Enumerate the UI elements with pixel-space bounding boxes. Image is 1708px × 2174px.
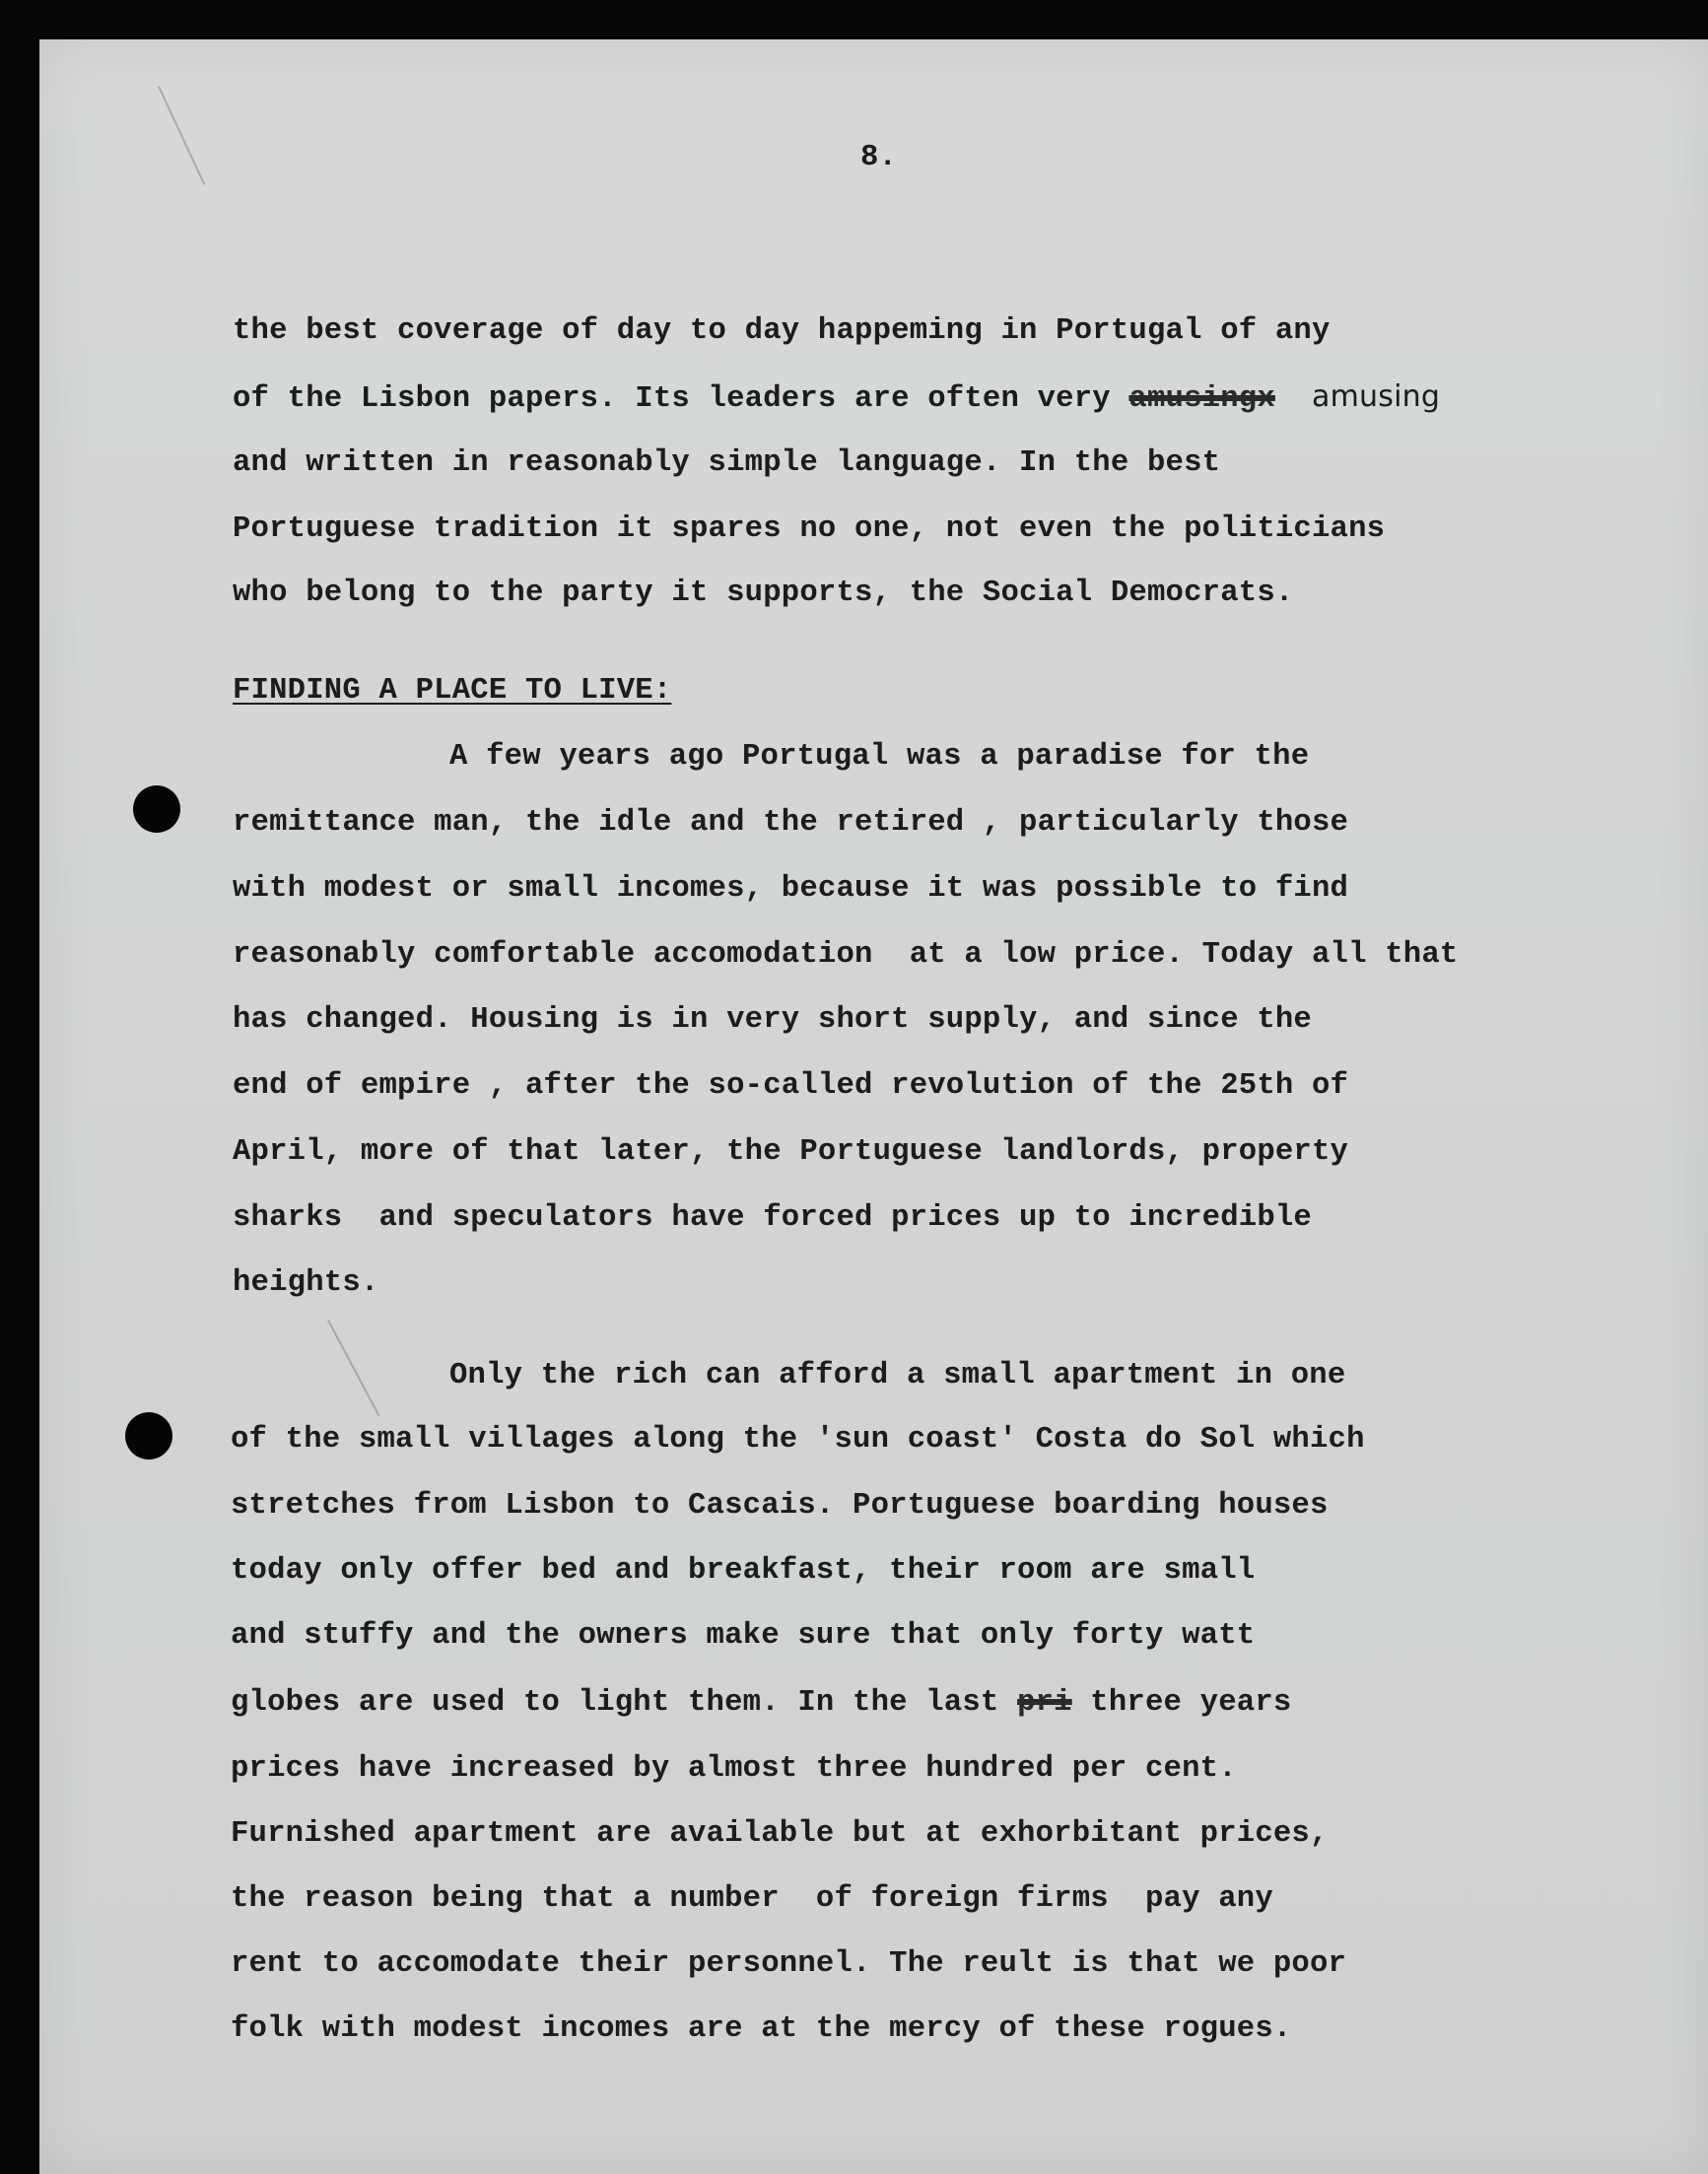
correction-spacer — [1275, 382, 1312, 416]
paragraph2-line-5: has changed. Housing is in very short supply, and since the — [233, 1003, 1312, 1037]
paragraph2-line-8: sharks and speculators have forced prices up to incredible — [233, 1201, 1312, 1235]
paragraph2-line-7: April, more of that later, the Portuguese landlords, property — [233, 1135, 1349, 1169]
paragraph2-line-4: reasonably comfortable accomodation at a low price. Today all that — [233, 938, 1459, 972]
page-number: 8. — [860, 141, 898, 174]
section-heading: FINDING A PLACE TO LIVE: — [233, 674, 672, 708]
paragraph1-line-4: Portuguese tradition it spares no one, not even the politicians — [233, 512, 1386, 546]
paragraph3-line-2: of the small villages along the 'sun coast' Costa do Sol which — [231, 1423, 1365, 1457]
paper-crease — [327, 1320, 379, 1416]
paragraph3-line-11: folk with modest incomes are at the mercy of these rogues. — [231, 2012, 1292, 2046]
punch-hole — [125, 1412, 172, 1460]
paragraph1-line-1: the best coverage of day to day happeming in Portugal of any — [233, 314, 1331, 348]
punch-hole — [133, 785, 180, 833]
paper-crease — [158, 86, 205, 185]
struck-out-word: amusingx — [1128, 382, 1275, 416]
paragraph1-line-2-text: of the Lisbon papers. Its leaders are often very — [233, 382, 1129, 416]
paragraph2-line-6: end of empire , after the so-called revolution of the 25th of — [233, 1069, 1349, 1103]
paragraph2-line-3: with modest or small incomes, because it was possible to find — [233, 872, 1349, 906]
paragraph3-line-1: Only the rich can afford a small apartment in one — [449, 1359, 1346, 1393]
paragraph1-line-5: who belong to the party it supports, the Social Democrats. — [233, 577, 1294, 610]
paragraph2-line-1: A few years ago Portugal was a paradise for the — [449, 740, 1310, 774]
typewritten-page — [39, 39, 1708, 2174]
struck-out-word: pri — [1017, 1686, 1072, 1720]
paragraph3-line-8: Furnished apartment are available but at exhorbitant prices, — [231, 1817, 1329, 1851]
paragraph2-line-9: heights. — [233, 1266, 379, 1300]
paragraph1-line-3: and written in reasonably simple language. In the best — [233, 446, 1221, 480]
paragraph3-line-10: rent to accomodate their personnel. The reult is that we poor — [231, 1947, 1347, 1981]
paragraph3-line-6 — [231, 1688, 1291, 1719]
paragraph3-line-9: the reason being that a number of foreign firms pay any — [231, 1882, 1273, 1916]
paragraph3-line-6-end: three years — [1071, 1686, 1292, 1720]
paragraph3-line-3: stretches from Lisbon to Cascais. Portuguese boarding houses — [231, 1489, 1329, 1523]
typed-correction: amusing — [1312, 379, 1441, 414]
paragraph3-line-7: prices have increased by almost three hundred per cent. — [231, 1752, 1237, 1786]
paragraph2-line-2: remittance man, the idle and the retired , particularly those — [233, 806, 1349, 840]
paragraph3-line-5: and stuffy and the owners make sure that only forty watt — [231, 1619, 1256, 1653]
paragraph3-line-4: today only offer bed and breakfast, their room are small — [231, 1554, 1256, 1588]
paragraph3-line-6-text: globes are used to light them. In the last — [231, 1686, 1018, 1720]
paragraph1-line-2 — [233, 379, 1441, 416]
